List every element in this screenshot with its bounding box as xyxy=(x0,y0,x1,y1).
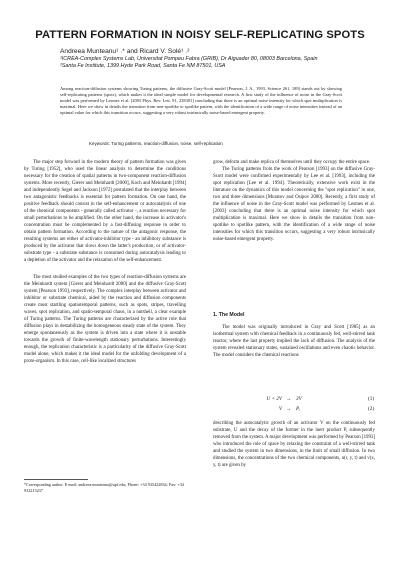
eq1-number: (1) xyxy=(368,396,375,402)
model-paragraph xyxy=(213,324,375,359)
keywords: Keywords: Turing patterns, reaction-diffusion, noise, self-replication xyxy=(89,141,223,146)
eq1-arrow: → xyxy=(286,396,292,402)
footnote: *Corresponding author. E-mail: andreea.munteanu@upf.edu; Phone: +34 935422834; Fax: +34 932213237 xyxy=(24,482,184,493)
footnote-rule xyxy=(24,479,88,480)
eq2-rhs: P, xyxy=(296,406,300,412)
abstract: Among reaction-diffusion systems showing Turing patterns, the diffusive Gray-Scott model [Pearson, J. A., 1993. Science 261, 189] stands out by showing self-replicating patterns (spots), which makes it the ideal simple model for developmental research. A first study of the influence of noise in the Gray-Scott model was performed by Lesmes et al. [2003 Phys. Rev. Lett. 91, 238301] concluding that there is an optimal noise intensity for which spot multiplication is maximal. Here we show in details the transition from non-spotlike to spotlike pattern, with the identification of a wide range of noise intensities instead of an optimal value for which this transition occurs, suggesting a very robust intrinsically noise-based emergent property. xyxy=(60,86,342,116)
section-heading: 1. The Model xyxy=(213,312,245,318)
eq1-lhs: U + 2V xyxy=(266,396,282,402)
eq2-arrow: → xyxy=(286,406,292,412)
affiliation-1: ¹ICREA-Complex Systems Lab, Universitat Pompeu Fabra (GRIB), Dr Aiguader 80, 08003 Barcelona, Spain xyxy=(60,56,318,62)
eq1-rhs: 3V xyxy=(296,396,302,402)
right-paragraph-1: grow, deform and make replica of themselves until they occupy the entire space. xyxy=(213,160,371,165)
model-paragraph-2 xyxy=(213,420,375,469)
eq2-lhs: V xyxy=(278,406,282,412)
right-paragraph-2: The Turing patterns from the work of Pearson [1993] on the diffusive Gray-Scott model were confirmed experimentally by Lee et al. [1993], including the spot replication [Lee et al. 1994]. Theoretically, extensive work exist in the literature on the dynamics of this model concerning the "spot replication" in one, two and three dimensions [Muratov and Osipov 2000]. Recently, a first study of the influence of noise in the Gray-Scott model was performed by Lesmes et al. [2003] concluding that there is an optimal noise intensity for which spot multiplication is maximal. Here we show in details the transition from non-spotlike to spotlike pattern, with the identification of a wide range of noise intensities for which this transition occurs, suggesting a very robust intrinsically noise-based emergent property. xyxy=(213,167,375,242)
right-column xyxy=(213,159,375,243)
eq2-number: (2) xyxy=(368,406,375,412)
model-intro: The model was originally introduced in Gray and Scott [1985] as an isothermal system with chemical feedback in a continuously fed, well-stirred tank reactor, where the last property implied the lack of diffusion. The analysis of the system revealed stationary states, sustained oscillations and even chaotic behavior. The model considers the chemical reactions xyxy=(213,325,375,358)
intro-paragraph-2: The most studied examples of the two types of reaction-diffusion systems are the Meinhardt system [Gierer and Meinhardt 2000] and the diffusive Gray-Scott system [Pearson 1993], respectively. The complex interplay between activator and inhibitor or substrate chemical, aided by the reaction and diffusion components create most startling spatiotemporal patterns, such as spots, stripes, travelling waves, spot replication, and spatio-temporal chaos, in a nutshell, a clear example of Turing patterns. The Turing patterns are characterized by the active role that diffusion plays in destabilizing the homogeneous steady state of the system. They emerge spontaneously as the system is driven into a state where it is unstable towards the growth of finite-wavelength stationary perturbations. Interestingly enough, the replication characteristic is a particularity of the diffusive Gray-Scott model alone, which makes it the ideal model for the unfolding development of a proto-organism. In this case, cell-like localized structures xyxy=(24,275,186,364)
affiliation-2: ²Santa Fe Institute, 1399 Hyde Park Road, Santa Fe NM 87501, USA xyxy=(60,63,226,69)
left-column xyxy=(24,159,186,365)
paper-title: PATTERN FORMATION IN NOISY SELF-REPLICATING SPOTS xyxy=(35,29,365,41)
author-list: Andreea Munteanu¹ ˒* and Ricard V. Solé¹ ˒² xyxy=(60,48,190,55)
intro-paragraph-1: The major step forward in the modern theory of pattern formation was given by Turing [1952], who used the linear analysis to determine the conditions necessary for the creation of spatial patterns in two-component reaction-diffusion systems. More recently, Gierer and Meinhardt [2000], Koch and Meinhardt [1994] and independently Segel and Jackson [1972] postulated that the interplay between two antagonistic feedbacks is essential for pattern formation. On one hand, the positive feedback should consist in the self-enhancement or autocatalysis of one of the chemical components - generally called activator -, a reaction necessary for small perturbations to be amplified. On the other hand, the increase in activator's concentration must be complemented by a fast-diffusing response in order to obtain pattern formation. According to the nature of the antagonic response, the resulting systems are either of activator-inhibitor type - an inhibitory substance is produced by the activator that slows down the latter's production, or of activator-substrate type - a substrate substance is consumed during autocatalysis leading to a depletion of the activator and the relaxation of the self-enhancement. xyxy=(24,160,186,263)
model-continuation: describing the autocatalytic growth of an activator V on the continuously fed substrate, U and the decay of the former in the inert product P, subsequently removed from the system. A major development was performed by Pearson [1993] who introduced the role of space by relaxing the constraint of a well-stirred tank and studied the system in two dimensions, in the limit of small diffusion. In two dimensions, the concentrations of the two chemical components, u(r, y, t) and v(x, y, t) are given by xyxy=(213,421,375,468)
